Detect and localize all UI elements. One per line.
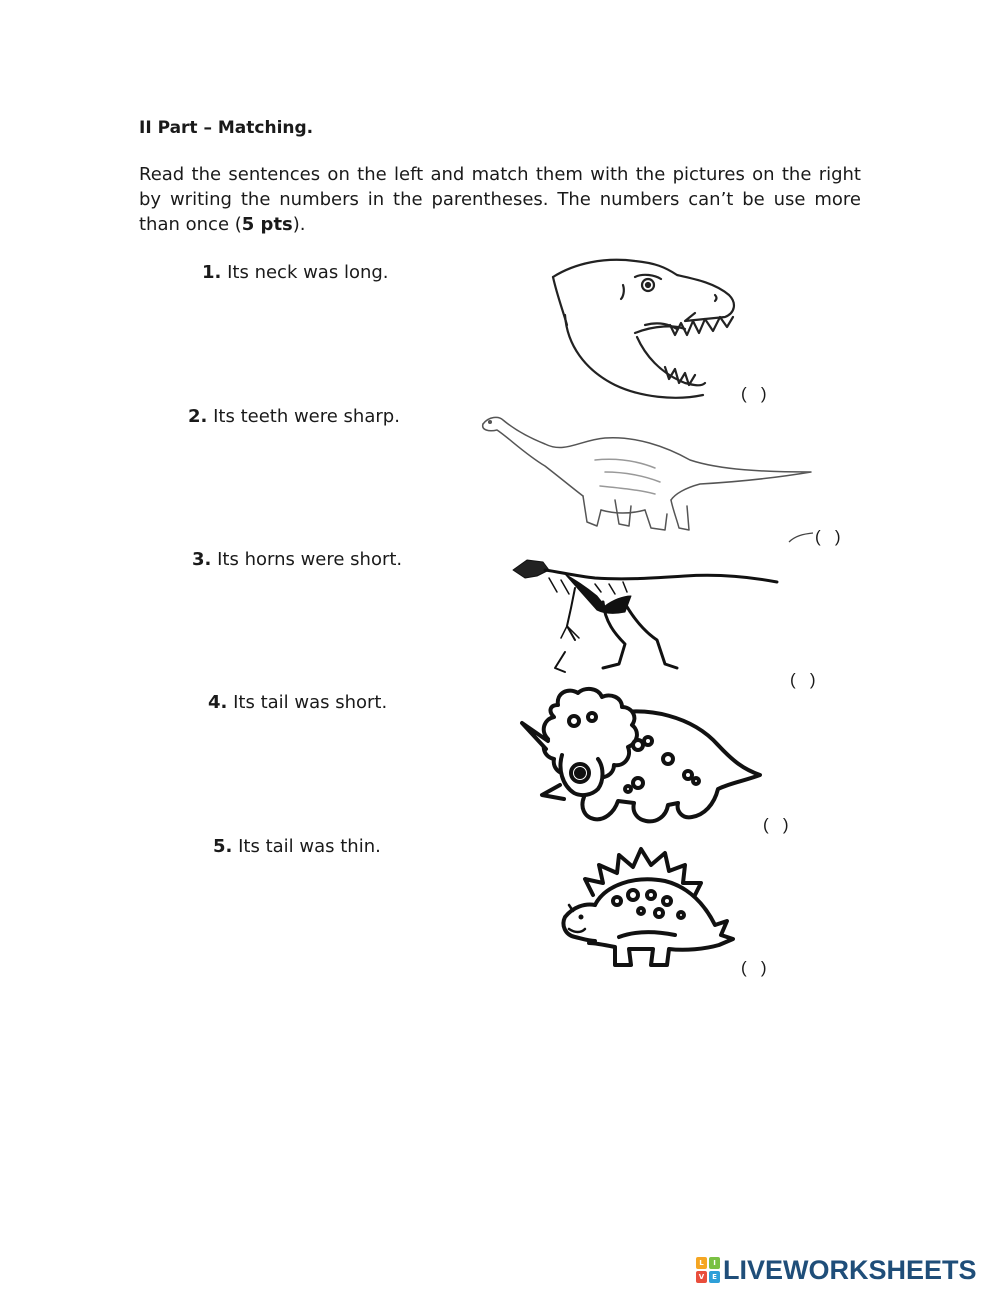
sentence-3: 3. Its horns were short. xyxy=(192,549,403,570)
instructions xyxy=(139,162,861,237)
logo-badge-l: L xyxy=(696,1257,707,1269)
logo-badge-e: E xyxy=(709,1271,720,1283)
logo-badge-icon xyxy=(696,1257,720,1283)
logo-text: LIVEWORKSHEETS xyxy=(723,1254,977,1285)
logo-badge-v: V xyxy=(696,1271,707,1283)
raptor-skeleton-icon xyxy=(505,552,785,677)
stray-mark-icon xyxy=(787,530,815,544)
liveworksheets-logo xyxy=(696,1254,977,1286)
answer-blank-3[interactable]: ( ) xyxy=(790,670,816,689)
answer-blank-5[interactable]: ( ) xyxy=(741,958,767,977)
answer-blank-4[interactable]: ( ) xyxy=(763,815,789,834)
sentence-4: 4. Its tail was short. xyxy=(208,692,388,713)
instructions-points: 5 pts xyxy=(241,214,293,235)
sentence-2: 2. Its teeth were sharp. xyxy=(188,406,400,427)
stegosaurus-icon xyxy=(555,845,735,970)
t-rex-head-icon xyxy=(545,255,745,403)
instructions-end: ). xyxy=(292,214,306,235)
logo-badge-i: I xyxy=(709,1257,720,1269)
page-title: II Part – Matching. xyxy=(139,118,314,138)
sentence-5: 5. Its tail was thin. xyxy=(213,836,381,857)
answer-blank-1[interactable]: ( ) xyxy=(741,384,767,403)
sauropod-icon xyxy=(475,410,815,535)
sentence-1: 1. Its neck was long. xyxy=(202,262,389,283)
triceratops-icon xyxy=(518,685,763,830)
answer-blank-2[interactable]: ( ) xyxy=(815,527,841,546)
instructions-text: Read the sentences on the left and match them with the pictures on the right by writing the numbers in the parentheses. The numbers can’t be use more than once ( xyxy=(139,164,861,235)
